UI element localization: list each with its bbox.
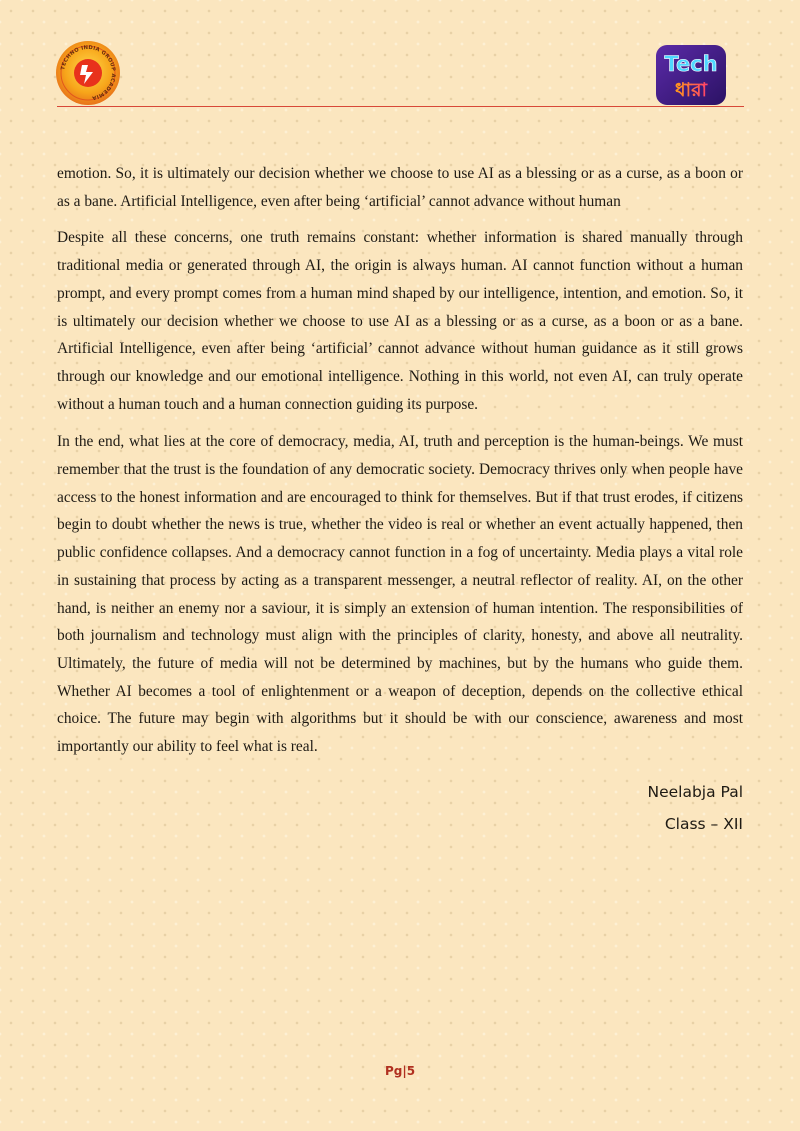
author-signature [648, 776, 744, 840]
paragraph-2: Despite all these concerns, one truth remains constant: whether information is shared manually through traditional media or generated through AI, the origin is always human. AI cannot function without a human prompt, and every prompt comes from a human mind shaped by our intelligence, intention, and emotion. So, it is ultimately our decision whether we choose to use AI as a blessing or as a curse, as a boon or as a bane. Artificial Intelligence, even after being ‘artificial’ cannot advance without human guidance as it still grows through our knowledge and our emotional intelligence. Nothing in this world, not even AI, can truly operate without a human touch and a human connection guiding its purpose. [57, 229, 743, 413]
techno-india-group-academia-logo [55, 40, 121, 106]
svg-text:Tech: Tech [664, 52, 718, 76]
article-body [57, 160, 743, 771]
page-number: Pg|5 [384, 1064, 416, 1078]
header-divider [57, 106, 744, 107]
svg-text:ধারা: ধারা [674, 79, 708, 101]
author-class: Class – XII [664, 815, 743, 833]
author-name: Neelabja Pal [647, 783, 743, 801]
paragraph-3: In the end, what lies at the core of democracy, media, AI, truth and perception is the human-beings. We must remember that the trust is the foundation of any democratic society. Democracy thrives only when people have access to the honest information and are encouraged to think for themselves. But if that trust erodes, if citizens begin to doubt whether the news is true, whether the video is real or whether an event actually happened, then public confidence collapses. And a democracy cannot function in a fog of uncertainty. Media plays a vital role in sustaining that process by acting as a transparent messenger, a neutral reflector of reality. AI, on the other hand, is neither an enemy nor a saviour, it is simply an extension of human intention. The responsibilities of both journalism and technology must align with the principles of clarity, honesty, and above all neutrality. Ultimately, the future of media will not be determined by machines, but by the humans who guide them. Whether AI becomes a tool of enlightenment or a weapon of deception, depends on the collective ethical choice. The future may begin with algorithms but it should be with our conscience, awareness and most importantly our ability to feel what is real. [57, 433, 743, 756]
paragraph-1: emotion. So, it is ultimately our decision whether we choose to use AI as a blessing or as a curse, as a boon or as a bane. Artificial Intelligence, even after being ‘artificial’ cannot advance without human [57, 165, 743, 210]
svg-text:TECHNO INDIA GROUP ACADEMIA: TECHNO INDIA GROUP ACADEMIA [60, 44, 117, 101]
tech-dhara-logo [655, 44, 727, 106]
